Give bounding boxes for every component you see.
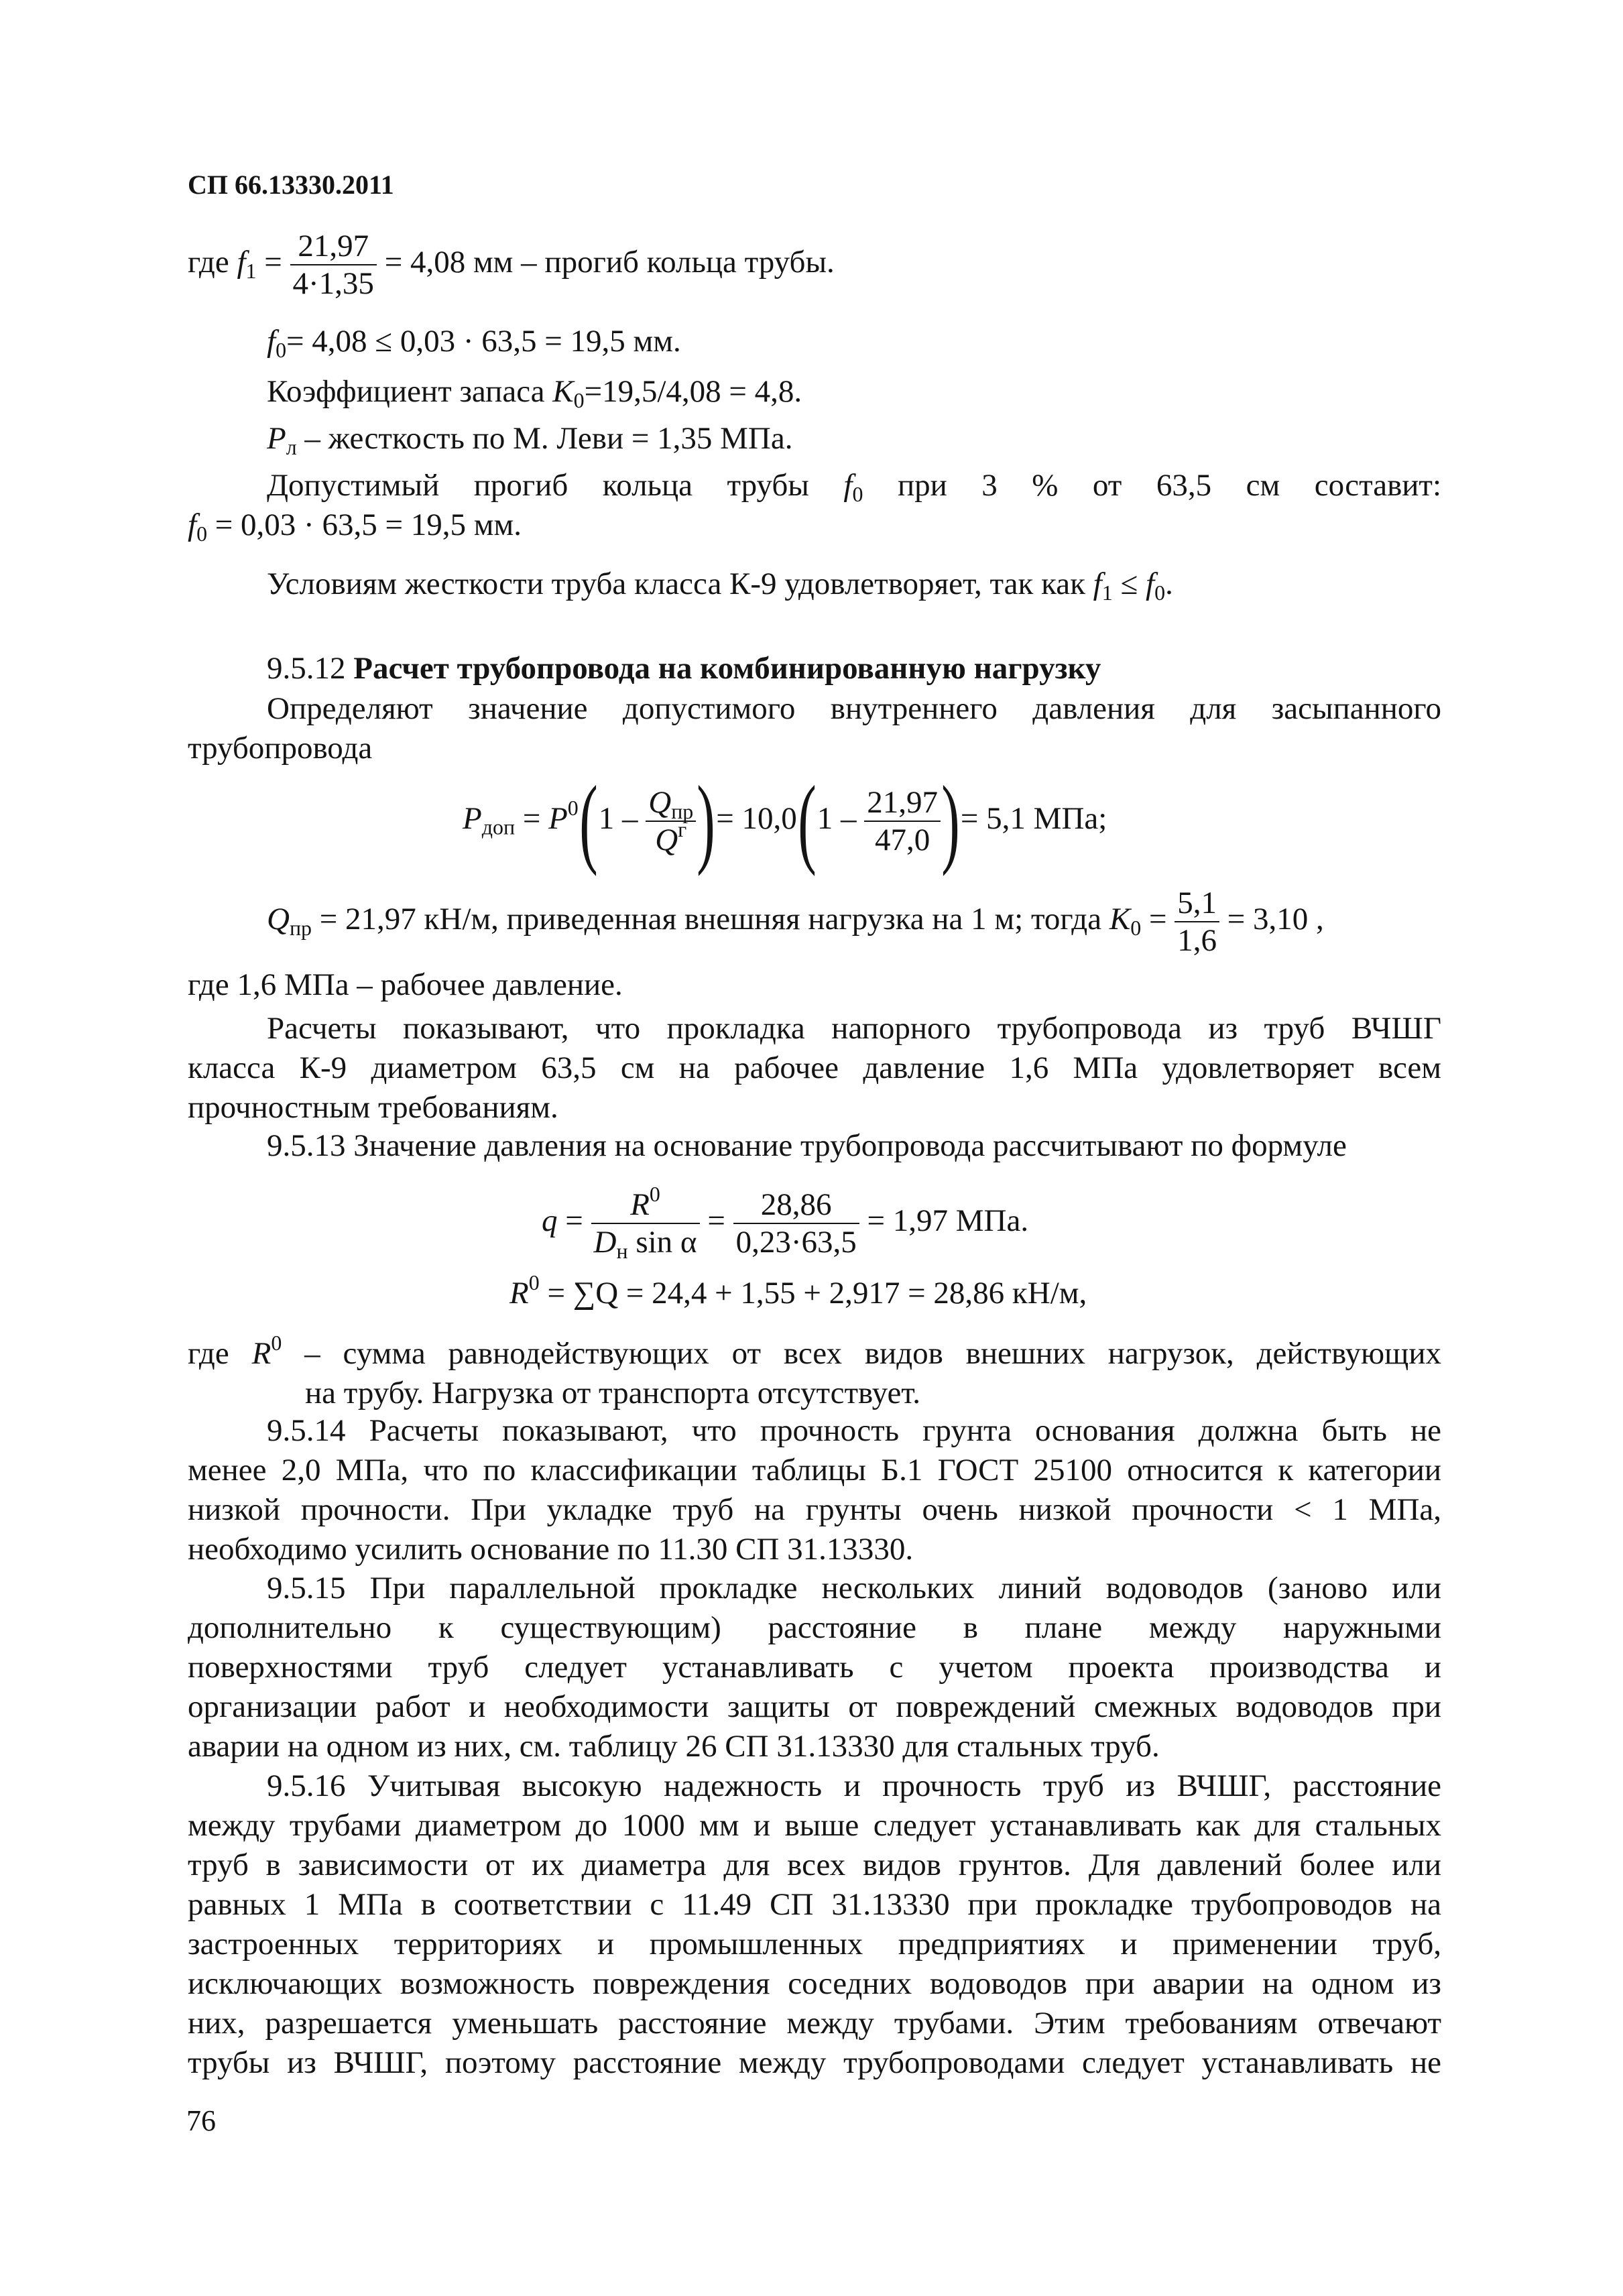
text-line: Расчеты показывают, что прокладка напорного трубопровода из труб ВЧШГ — [267, 1011, 1441, 1046]
text-line: труб в зависимости от их диаметра для всех видов грунтов. Для давлений более или — [188, 1848, 1441, 1882]
line-text: = 21,97 кН/м, приведенная внешняя нагрузка на 1 м; тогда — [319, 901, 1102, 936]
subscript: 0 — [1154, 581, 1166, 605]
subscript: н — [616, 1239, 628, 1263]
line-text: Условиям жесткости труба класса К-9 удовлетворяет, так как — [267, 566, 1085, 601]
text-line: на трубу. Нагрузка от транспорта отсутствует. — [305, 1376, 921, 1410]
numerator — [591, 1183, 700, 1224]
paragraph-r0-definition — [188, 1331, 1442, 1413]
symbol-q: Q — [648, 784, 672, 820]
text-line: них, разрешается уменьшать расстояние между трубами. Этим требованиям отвечают — [188, 2006, 1441, 2041]
superscript: г — [678, 818, 687, 842]
formula-r0 — [509, 1271, 1087, 1313]
operator: = — [707, 1203, 725, 1238]
symbol-d: D — [593, 1225, 617, 1260]
section-title: Расчет трубопровода на комбинированную нагрузку — [353, 651, 1101, 686]
line-text: – жесткость по М. Леви = 1,35 МПа. — [296, 421, 793, 456]
text-line: поверхностями труб следует устанавливать с учетом проекта производства и — [188, 1650, 1441, 1685]
symbol-p: P — [548, 800, 568, 836]
formula-term: 1 – — [817, 800, 857, 836]
formula-result: = ∑Q = 24,4 + 1,55 + 2,917 = 28,86 кН/м, — [547, 1276, 1087, 1311]
symbol-p: P — [463, 800, 482, 836]
line-q-pr — [267, 885, 1324, 959]
superscript: 0 — [528, 1271, 540, 1295]
symbol-f: f — [267, 324, 276, 359]
text-line: Определяют значение допустимого внутреннего давления для засыпанного — [267, 691, 1441, 726]
fraction — [864, 784, 941, 858]
text-line: дополнительно к существующим) расстояние в плане между наружными — [188, 1610, 1441, 1645]
subscript: 0 — [852, 482, 863, 506]
fraction — [591, 1183, 700, 1263]
line-text: при 3 % от 63,5 см составит: — [897, 468, 1442, 503]
text-line: исключающих возможность повреждения соседних водоводов при аварии на одном из — [188, 1966, 1441, 2001]
subscript: доп — [481, 815, 516, 839]
denominator: 1,6 — [1177, 923, 1217, 959]
denominator: 4·1,35 — [292, 266, 374, 302]
text-line: 9.5.14 Расчеты показывают, что прочность грунта основания должна быть не — [267, 1413, 1441, 1448]
paragraph-9-5-12 — [188, 689, 1441, 768]
symbol-p: P — [267, 421, 286, 456]
line-text: = 0,03 · 63,5 = 19,5 мм. — [215, 507, 522, 542]
formula-term: = 10,0 — [716, 800, 797, 836]
numerator: 28,86 — [733, 1187, 859, 1224]
symbol-f: f — [1093, 566, 1102, 601]
fraction — [290, 228, 377, 302]
right-paren: ) — [697, 766, 715, 877]
line-text: = 4,08 ≤ 0,03 · 63,5 = 19,5 мм. — [286, 324, 681, 359]
line-text: – сумма равнодействующих от всех видов внешних нагрузок, действующих — [304, 1336, 1442, 1371]
fraction — [733, 1187, 859, 1260]
numerator: 5,1 — [1175, 885, 1219, 922]
symbol-r: R — [509, 1276, 529, 1311]
superscript: 0 — [649, 1183, 660, 1207]
subscript: 0 — [573, 388, 585, 412]
text-line: прочностным требованиям. — [188, 1090, 558, 1125]
symbol-f: f — [843, 468, 853, 503]
text-line — [188, 1331, 1442, 1374]
line-text: Коэффициент запаса — [267, 374, 545, 409]
symbol-k: K — [552, 374, 574, 409]
symbol-k: K — [1109, 901, 1131, 936]
formula-result: = 4,08 мм – прогиб кольца трубы. — [384, 244, 835, 280]
symbol-q: Q — [655, 823, 678, 857]
subscript: пр — [671, 799, 694, 823]
formula-result: = 1,97 МПа. — [867, 1203, 1029, 1238]
formula-f1: где $f_1$ = $\frac{21,97}{4\cdot 1,35}$ = 4,08 мм – прогиб кольца трубы. — [188, 229, 835, 302]
text-line — [188, 505, 1441, 545]
text-line: организации работ и необходимости защиты от повреждений смежных водоводов при — [188, 1689, 1441, 1724]
numerator: 21,97 — [864, 784, 941, 822]
text-line: трубопровода — [188, 731, 373, 766]
text-line: между трубами диаметром до 1000 мм и выше следует устанавливать как для стальных — [188, 1808, 1441, 1843]
symbol-f: f — [237, 244, 246, 280]
subscript: 0 — [1130, 916, 1142, 940]
formula-q — [542, 1183, 1029, 1263]
text-line: трубы из ВЧШГ, поэтому расстояние между трубопроводами следует устанавливать не — [188, 2045, 1441, 2080]
text-line: 9.5.16 Учитывая высокую надежность и прочность труб из ВЧШГ, расстояние — [267, 1768, 1441, 1803]
numerator — [646, 784, 696, 822]
symbol-f: f — [1146, 566, 1155, 601]
paragraph-9-5-15 — [188, 1569, 1441, 1766]
subscript: л — [286, 435, 297, 459]
line-text: Допустимый прогиб кольца трубы — [267, 468, 809, 503]
paragraph-9-5-14 — [188, 1411, 1441, 1569]
denominator — [646, 818, 696, 858]
text-line: равных 1 МПа в соответствии с 11.49 СП 31.13330 при прокладке трубопроводов на — [188, 1887, 1441, 1922]
formula-prefix: где — [188, 244, 229, 280]
section-9-5-12-heading — [267, 649, 1101, 688]
page-number: 76 — [186, 2104, 216, 2137]
line-stiffness — [267, 419, 792, 459]
subscript: 0 — [276, 338, 287, 362]
line-text: =19,5/4,08 = 4,8. — [584, 374, 802, 409]
text-line: низкой прочности. При укладке труб на грунты очень низкой прочности < 1 МПа, — [188, 1492, 1441, 1527]
denominator: 0,23·63,5 — [735, 1225, 857, 1260]
denominator: 47,0 — [874, 823, 930, 857]
text-line: менее 2,0 МПа, что по классификации таблицы Б.1 ГОСТ 25100 относится к категории — [188, 1453, 1441, 1488]
line-working-pressure: где 1,6 МПа – рабочее давление. — [188, 967, 623, 1002]
text-line — [188, 466, 1441, 505]
subscript: пр — [289, 916, 312, 940]
fraction — [1175, 885, 1219, 959]
right-paren: ) — [941, 766, 960, 877]
formula-prefix: где — [188, 1336, 229, 1371]
formula-term: 1 – — [598, 800, 638, 836]
fraction — [646, 784, 696, 858]
symbol-q: q — [542, 1203, 558, 1238]
symbol-r: R — [630, 1187, 650, 1222]
symbol-f: f — [188, 507, 197, 542]
text-line: аварии на одном из них, см. таблицу 26 СП 31.13330 для стальных труб. — [188, 1729, 1160, 1764]
section-9-5-13: 9.5.13 Значение давления на основание трубопровода рассчитывают по формуле — [267, 1128, 1347, 1163]
formula-result: = 3,10 , — [1227, 901, 1324, 936]
operator: ≤ — [1120, 566, 1138, 601]
document-code-header: СП 66.13330.2011 — [188, 170, 394, 200]
line-stiffness-conclusion — [267, 564, 1173, 604]
operator: = — [565, 1203, 583, 1238]
operator: = — [1148, 901, 1167, 936]
paragraph-9-5-16 — [188, 1766, 1441, 2083]
paragraph-allowable-deflection — [188, 466, 1441, 545]
formula-result: = 5,1 МПа; — [960, 800, 1107, 836]
formula-term: sin α — [636, 1225, 697, 1260]
text-line: необходимо усилить основание по 11.30 СП 31.13330. — [188, 1532, 914, 1567]
denominator — [591, 1224, 700, 1263]
text-line: класса К-9 диаметром 63,5 см на рабочее давление 1,6 МПа удовлетворяет всем — [188, 1050, 1441, 1085]
formula-p-dop — [463, 766, 1107, 877]
punctuation: . — [1165, 566, 1173, 601]
subscript: 0 — [196, 522, 208, 546]
line-safety-factor — [267, 372, 802, 412]
superscript: 0 — [271, 1331, 282, 1355]
operator: = — [522, 800, 541, 836]
subscript: 1 — [1101, 581, 1113, 605]
left-paren: ( — [579, 766, 598, 877]
left-paren: ( — [797, 766, 817, 877]
text-line: застроенных территориях и промышленных предприятиях и применении труб, — [188, 1927, 1441, 1961]
symbol-r: R — [251, 1336, 272, 1371]
subscript: 1 — [245, 259, 257, 283]
line-f0-check — [267, 322, 681, 361]
superscript: 0 — [567, 796, 579, 820]
text-line: 9.5.15 При параллельной прокладке нескольких линий водоводов (заново или — [267, 1571, 1441, 1606]
numerator: 21,97 — [290, 228, 377, 265]
paragraph-calculations — [188, 1009, 1441, 1128]
section-number: 9.5.12 — [267, 651, 346, 686]
symbol-q: Q — [267, 901, 290, 936]
